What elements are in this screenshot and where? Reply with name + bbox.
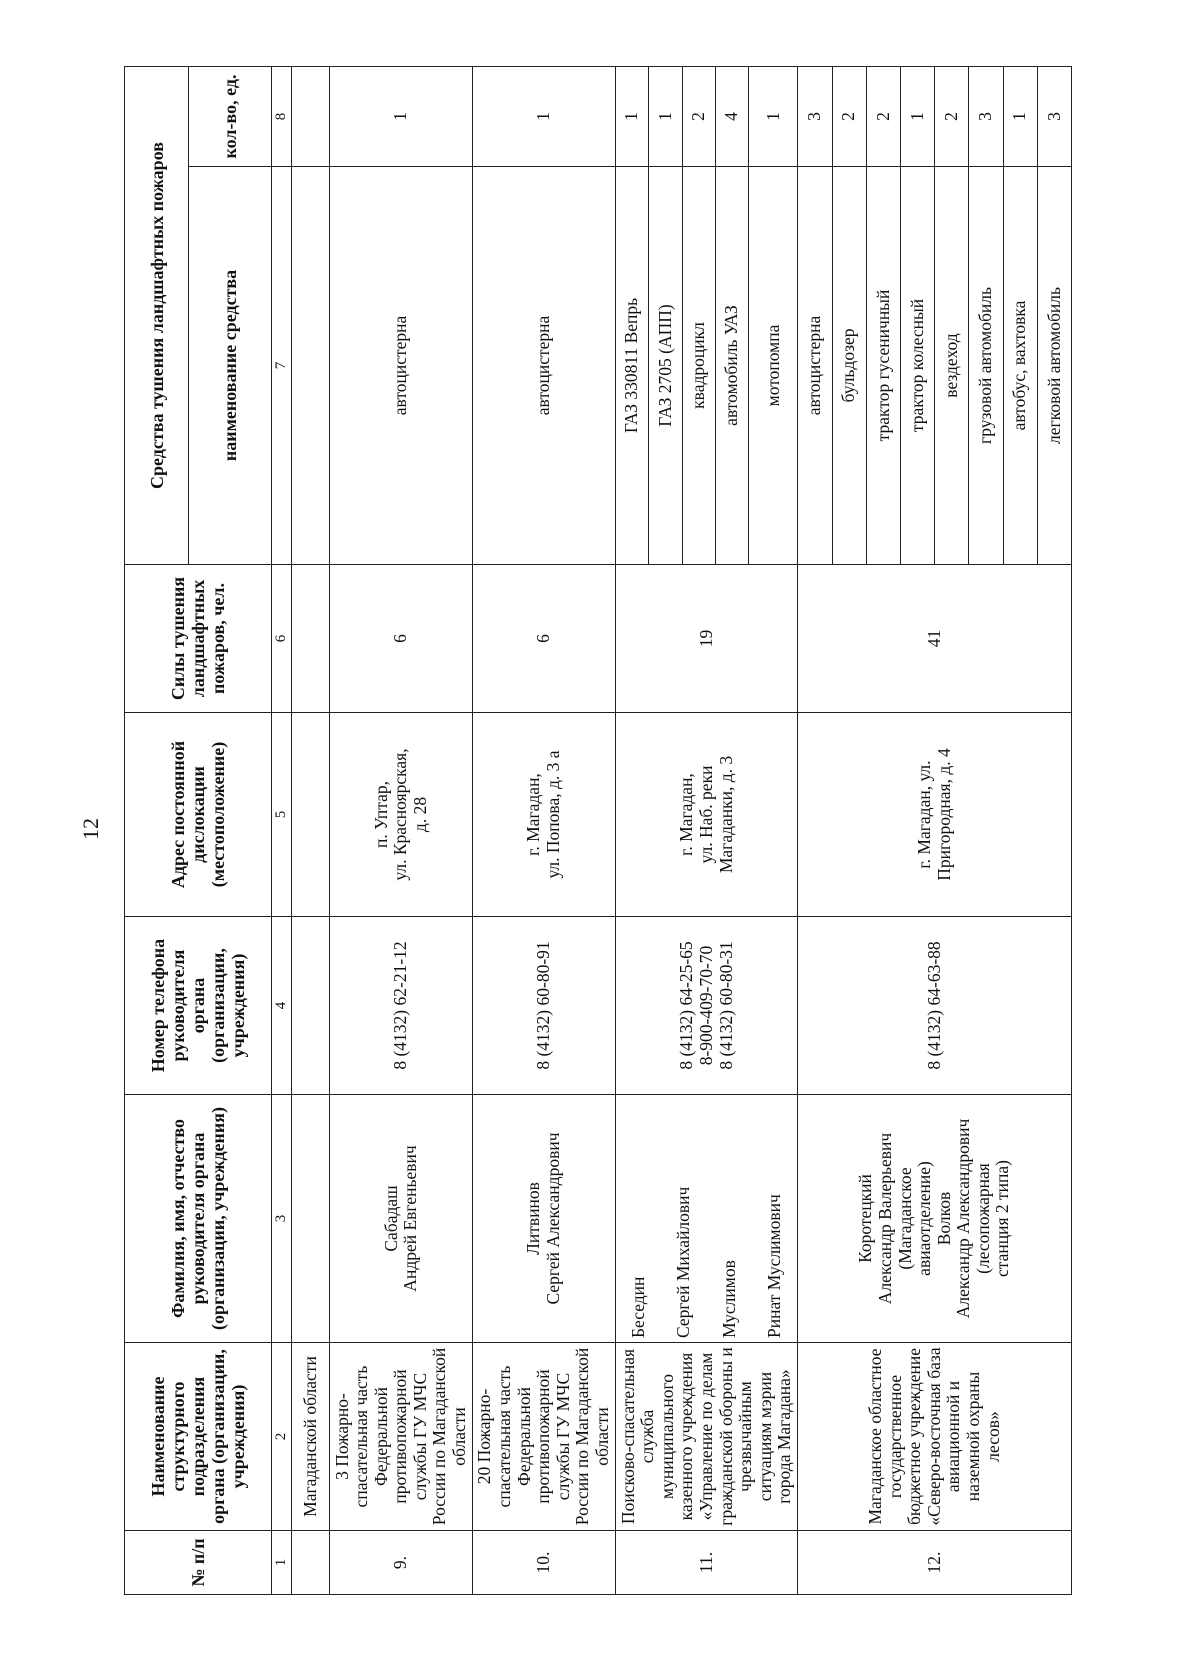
- means-name: бульдозер: [832, 167, 866, 565]
- row-num: 10.: [473, 1531, 616, 1595]
- header-num: № п/п: [125, 1531, 272, 1595]
- row-phone: 8 (4132) 64-25-65 8-900-409-70-70 8 (4132) 60-80-31: [616, 917, 798, 1095]
- row-phone: 8 (4132) 62-21-12: [330, 917, 473, 1095]
- means-name: вездеход: [935, 167, 969, 565]
- row-phone: 8 (4132) 60-80-91: [473, 917, 616, 1095]
- row-address: г. Магадан, ул. Пригородная, д. 4: [798, 713, 1072, 917]
- means-name: ГАЗ 2705 (АПП): [649, 167, 682, 565]
- row-forces: 41: [798, 565, 1072, 713]
- row-address: г. Магадан, ул. Наб. реки Магаданки, д. 3: [616, 713, 798, 917]
- row-forces: 6: [330, 565, 473, 713]
- means-name: автоцистерна: [798, 167, 832, 565]
- means-name: трактор гусеничный: [866, 167, 900, 565]
- means-name: автоцистерна: [473, 167, 616, 565]
- header-forces: Силы тушения ландшафтных пожаров, чел.: [125, 565, 272, 713]
- means-name: квадроцикл: [682, 167, 715, 565]
- means-qty: 3: [969, 66, 1003, 166]
- header-address: Адрес постоянной дислокации (местоположение): [125, 713, 272, 917]
- continuation-text: Магаданской области: [291, 1343, 329, 1531]
- header-row-1: [125, 66, 189, 1594]
- means-name: автобус, вахтовка: [1003, 167, 1037, 565]
- means-qty: 3: [1037, 66, 1071, 166]
- firefighting-resources-table: [124, 66, 1072, 1595]
- continuation-row: [291, 66, 329, 1594]
- means-qty: 4: [716, 66, 749, 166]
- table-row: [473, 66, 616, 1594]
- row-name: 3 Пожарно-спасательная часть Федеральной противопожарной службы ГУ МЧС России по Магаданской области: [330, 1343, 473, 1531]
- column-number: 7: [271, 167, 291, 565]
- means-qty: 1: [749, 66, 798, 166]
- means-qty: 3: [798, 66, 832, 166]
- row-phone: 8 (4132) 64-63-88: [798, 917, 1072, 1095]
- header-phone: Номер телефона руководителя органа (организации, учреждения): [125, 917, 272, 1095]
- row-head: Коротецкий Александр Валерьевич (Магаданское авиаотделение) Волков Александр Александрович (лесопожарная станция 2 типа): [798, 1095, 1072, 1343]
- row-num: 11.: [616, 1531, 798, 1595]
- row-num: 9.: [330, 1531, 473, 1595]
- header-means-qty: кол-во, ед.: [189, 66, 271, 166]
- header-means-group: Средства тушения ландшафтных пожаров: [125, 66, 189, 564]
- row-name: 20 Пожарно-спасательная часть Федеральной противопожарной службы ГУ МЧС России по Магаданской области: [473, 1343, 616, 1531]
- header-name: Наименование структурного подразделения органа (организации, учреждения): [125, 1343, 272, 1531]
- column-number: 4: [271, 917, 291, 1095]
- column-number: 3: [271, 1095, 291, 1343]
- column-number: 5: [271, 713, 291, 917]
- means-qty: 2: [866, 66, 900, 166]
- means-qty: 2: [935, 66, 969, 166]
- table-row: [616, 66, 649, 1594]
- header-head: Фамилия, имя, отчество руководителя органа (организации, учреждения): [125, 1095, 272, 1343]
- means-name: мотопомпа: [749, 167, 798, 565]
- means-qty: 1: [473, 66, 616, 166]
- row-address: п. Уптар, ул. Красноярская, д. 28: [330, 713, 473, 917]
- means-name: автоцистерна: [330, 167, 473, 565]
- means-name: ГАЗ 330811 Вепрь: [616, 167, 649, 565]
- header-means-name: наименование средства: [189, 167, 271, 565]
- means-qty: 1: [900, 66, 934, 166]
- page-number: 12: [78, 818, 103, 840]
- rotated-table-container: [124, 67, 1072, 1595]
- column-number: 8: [271, 66, 291, 166]
- row-num: 12.: [798, 1531, 1072, 1595]
- row-name: Поисково-спасательная служба муниципального казенного учреждения «Управление по делам гражданской обороны и чрезвычайным ситуациям мэрии города Магадана»: [616, 1343, 798, 1531]
- row-forces: 19: [616, 565, 798, 713]
- means-name: автомобиль УАЗ: [716, 167, 749, 565]
- means-name: грузовой автомобиль: [969, 167, 1003, 565]
- column-number: 2: [271, 1343, 291, 1531]
- table-row: [330, 66, 473, 1594]
- column-number-row: [271, 66, 291, 1594]
- means-qty: 2: [682, 66, 715, 166]
- means-name: легковой автомобиль: [1037, 167, 1071, 565]
- row-address: г. Магадан, ул. Попова, д. 3 а: [473, 713, 616, 917]
- row-forces: 6: [473, 565, 616, 713]
- means-name: трактор колесный: [900, 167, 934, 565]
- row-head: Литвинов Сергей Александрович: [473, 1095, 616, 1343]
- row-name: Магаданское областное государственное бюджетное учреждение «Северо-восточная база авиационной и наземной охраны лесов»: [798, 1343, 1072, 1531]
- means-qty: 1: [649, 66, 682, 166]
- row-head: Сабадаш Андрей Евгеньевич: [330, 1095, 473, 1343]
- means-qty: 1: [616, 66, 649, 166]
- row-head: Беседин Сергей Михайлович Муслимов Ринат Муслимович: [616, 1095, 798, 1343]
- means-qty: 1: [330, 66, 473, 166]
- means-qty: 1: [1003, 66, 1037, 166]
- column-number: 6: [271, 565, 291, 713]
- table-row: [798, 66, 832, 1594]
- means-qty: 2: [832, 66, 866, 166]
- column-number: 1: [271, 1531, 291, 1595]
